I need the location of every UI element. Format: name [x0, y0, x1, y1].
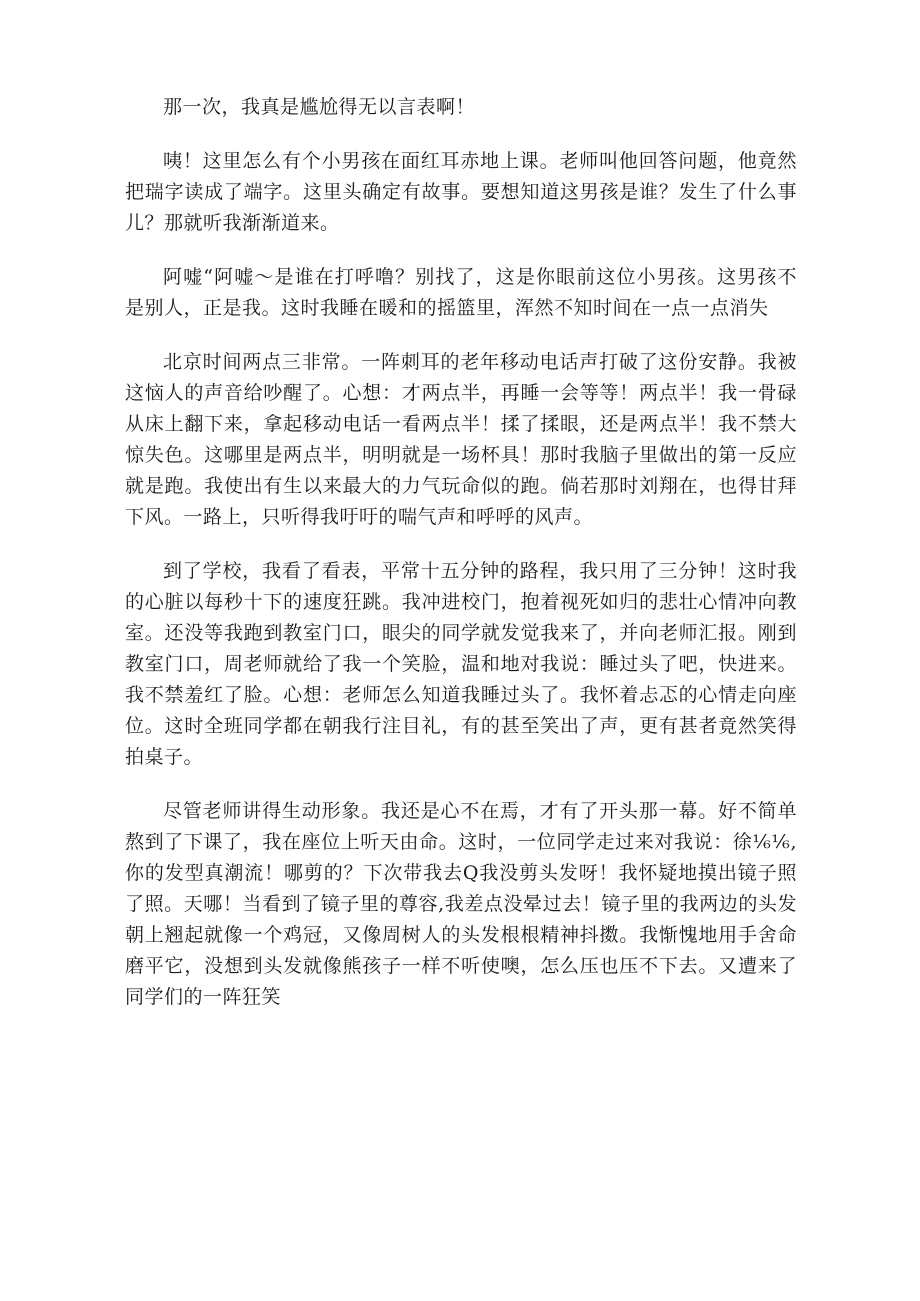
document-body — [125, 92, 797, 1036]
paragraph-6: 尽管老师讲得生动形象。我还是心不在焉，才有了开头那一幕。好不简单熬到了下课了，我在座位上听天由命。这时，一位同学走过来对我说：徐⅙⅙,你的发型真潮流！哪剪的？下次带我去Q我没剪头发呀！我怀疑地摸出镜子照了照。天哪！当看到了镜子里的尊容,我差点没晕过去！镜子里的我两边的头发朝上翘起就像一个鸡冠，又像周树人的头发根根精神抖擞。我惭愧地用手舍命磨平它，没想到头发就像熊孩子一样不听使噢，怎么压也压不下去。又遭来了同学们的一阵狂笑 — [125, 800, 797, 1008]
paragraph-5: 到了学校，我看了看表，平常十五分钟的路程，我只用了三分钟！这时我的心脏以每秒十下的速度狂跳。我冲进校门，抱着视死如归的悲壮心情冲向教室。还没等我跑到教室门口，眼尖的同学就发觉我来了，并向老师汇报。刚到教室门口，周老师就给了我一个笑脸，温和地对我说：睡过头了吧，快进来。我不禁羞红了脸。心想：老师怎么知道我睡过头了。我怀着忐忑的心情走向座位。这时全班同学都在朝我行注目礼，有的甚至笑出了声，更有甚者竟然笑得拍桌子。 — [125, 560, 797, 768]
paragraph-2: 咦！这里怎么有个小男孩在面红耳赤地上课。老师叫他回答问题，他竟然把瑞字读成了端字。这里头确定有故事。要想知道这男孩是谁？发生了什么事儿？那就听我渐渐道来。 — [125, 150, 797, 234]
paragraph-4: 北京时间两点三非常。一阵刺耳的老年移动电话声打破了这份安静。我被这恼人的声音给吵醒了。心想：才两点半，再睡一会等等！两点半！我一骨碌从床上翻下来，拿起移动电话一看两点半！揉了揉眼，还是两点半！我不禁大惊失色。这哪里是两点半，明明就是一场杯具！那时我脑子里做出的第一反应就是跑。我使出有生以来最大的力气玩命似的跑。倘若那时刘翔在，也得甘拜下风。一路上，只听得我吁吁的喘气声和呼呼的风声。 — [125, 351, 797, 528]
paragraph-3: 阿嘘“阿嘘～是谁在打呼噜？别找了，这是你眼前这位小男孩。这男孩不是别人，正是我。这时我睡在暖和的摇篮里，浑然不知时间在一点一点消失 — [125, 266, 797, 319]
paragraph-1: 那一次，我真是尴尬得无以言表啊！ — [163, 96, 476, 118]
